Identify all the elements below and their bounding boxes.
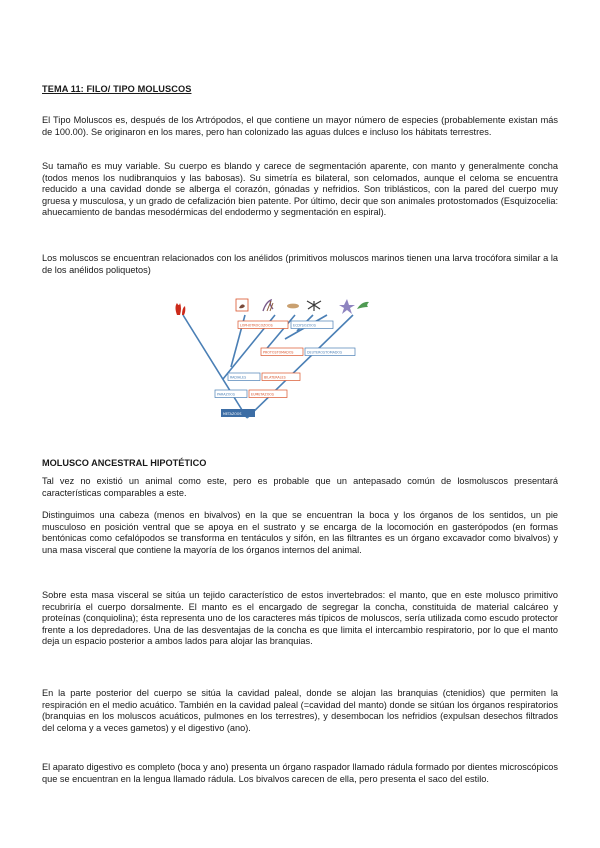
label-lophotrochozoa: LOPHOTROCOZOOS <box>240 323 273 328</box>
tree-branches <box>183 315 353 418</box>
paragraph-digestive-system: El aparato digestivo es completo (boca y ano) presenta un órgano raspador llamado rádula formado por dientes microscópicos que se encuentran en la lengua llamado rádula. Los bivalvos carecen de ella, pero presenta el saco del estilo. <box>42 762 558 784</box>
paragraph-annelid-relation: Los moluscos se encuentran relacionados con los anélidos (primitivos moluscos marinos tienen una larva trocófora similar a la de los anélidos poliquetos) <box>42 253 558 275</box>
snail-icon <box>239 304 245 308</box>
lizard-icon <box>357 302 369 309</box>
label-eumetazoa: EUMETAZOOS <box>251 392 274 397</box>
label-parazoa: PARAZOOS <box>217 392 235 397</box>
insect-icon <box>307 301 321 311</box>
clade-labels <box>215 321 355 417</box>
sponge-branch-icon <box>182 306 185 315</box>
paragraph-body-parts: Distinguimos una cabeza (menos en bivalvos) en la que se encuentran la boca y los órganos de los sentidos, un pie musculoso en posición ventral que se apoya en el sustrato y se encarga de la locomoción en gasterópodos (en formas bentónicas como cefalópodos se transforma en tentáculos y sifón, en las filtrantes es un órgano excavador como bivalvos) y una masa visceral que contiene la mayoría de los órganos internos del animal. <box>42 510 558 555</box>
paragraph-ancestor: Tal vez no existió un animal como este, pero es probable que un antepasado común de losmoluscos presentará características comparables a este. <box>42 476 558 498</box>
label-radiata: RADIALES <box>230 375 247 380</box>
label-bilateria: BILATERALES <box>264 375 286 380</box>
page-title: TEMA 11: FILO/ TIPO MOLUSCOS <box>42 84 192 94</box>
organism-icons <box>176 299 370 315</box>
label-ecdysozoa: ECDYSOZOOS <box>293 323 316 328</box>
section-heading-ancestral-mollusc: MOLUSCO ANCESTRAL HIPOTÉTICO <box>42 458 207 468</box>
starfish-icon <box>339 299 355 314</box>
sponge-icon <box>176 303 182 315</box>
paragraph-intro: El Tipo Moluscos es, después de los Artrópodos, el que contiene un mayor número de especies (probablemente existan más de 100.00). Se originaron en los mares, pero han colonizado las aguas dulces e incluso los hábitats terrestres. <box>42 115 558 137</box>
paragraph-mantle: Sobre esta masa visceral se sitúa un tejido característico de estos invertebrados: el manto, que en este molusco primitivo recubriría el cuerpo dorsalmente. El manto es el encargado de segregar la concha, constituida de material calcáreo y proteínas (conquiolina); ésta representa uno de los caracteres más típicos de moluscos, sería utilizada como escudo protector frente a los depredadores. Una de las desventajas de la concha es que limita el intercambio respiratorio, por lo que el manto deja un espacio posterior a ambos lados para alojar las branquias. <box>42 590 558 647</box>
paragraph-pallial-cavity: En la parte posterior del cuerpo se sitúa la cavidad paleal, donde se alojan las branquias (ctenidios) que permiten la respiración en el medio acuático. También en la cavidad paleal (=cavidad del manto) donde se sitúan los órganos respiratorios (branquias en los moluscos acuáticos, pulmones en los terrestres), y desembocan los nefridios (expulsan desechos filtrados del celoma y a veces gametos) y el digestivo (ano). <box>42 688 558 733</box>
label-deuterostomes: DEUTEROSTOMADOS <box>307 350 343 355</box>
nematode-icon <box>287 304 299 309</box>
paragraph-body-description: Su tamaño es muy variable. Su cuerpo es blando y carece de segmentación aparente, con manto y generalmente concha (todos menos los nudibranquios y las babosas). Su simetría es bilateral, son celomados, aunque el celoma se encuentra reducido a una cavidad donde se alberga el corazón, gónadas y nefridios. Son triblásticos, con la pared del cuerpo muy gruesa y musculosa, y un grado de cefalización bien patente. Por último, decir que son animales protostomados (Esquizocelia: ahuecamiento de bandas mesodérmicas del endodermo y segmentación en espiral). <box>42 161 558 218</box>
label-protostomes: PROTOSTOMADOS <box>263 350 294 355</box>
phylogenetic-tree-figure <box>165 293 390 428</box>
label-metazoa: METAZOOS <box>223 411 242 416</box>
